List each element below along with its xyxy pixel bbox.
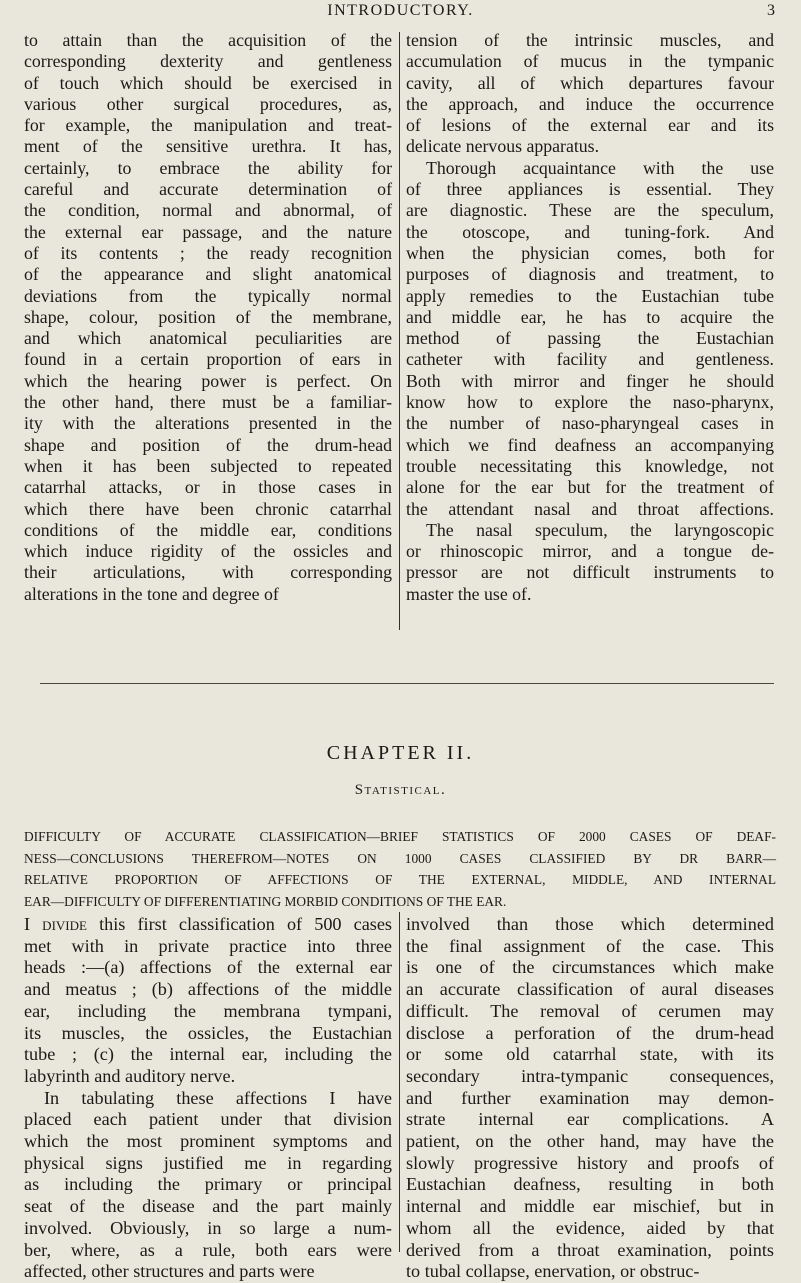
text-line: purposes of diagnosis and treatment, to — [406, 264, 774, 285]
text-line: of lesions of the external ear and its — [406, 115, 774, 136]
text-line: affected, other structures and parts were — [24, 1261, 315, 1282]
text-line: Eustachian deafness, resulting in both — [406, 1174, 774, 1195]
text-line: strate internal ear complications. A — [406, 1109, 774, 1130]
text-line: and meatus ; (b) affections of the middle — [24, 979, 392, 1000]
text-line: Thorough acquaintance with the use — [426, 157, 774, 178]
text-line: met with in private practice into three — [24, 935, 392, 956]
text-line: know how to explore the naso-pharynx, — [406, 392, 774, 413]
bottom-left-column — [24, 914, 392, 1283]
section-rule — [40, 683, 774, 684]
text-line: found in a certain proportion of ears in — [24, 349, 392, 370]
text-line: the external ear passage, and the nature — [24, 221, 392, 242]
text-line: the final assignment of the case. This — [406, 935, 774, 956]
text-line: of touch which should be exercised in — [24, 72, 392, 93]
text-line: to attain than the acquisition of the — [24, 30, 392, 50]
text-line: certainly, to embrace the ability for — [24, 157, 392, 178]
text-line: heads :—(a) affections of the external ear — [24, 957, 392, 978]
text-line: the attendant nasal and throat affections. — [406, 498, 774, 519]
text-line: ity with the alterations presented in the — [24, 413, 392, 434]
text-line: and which anatomical peculiarities are — [24, 328, 392, 349]
text-line: seat of the disease and the part mainly — [24, 1196, 392, 1217]
text-line: the approach, and induce the occurrence — [406, 93, 774, 114]
text-line: slowly progressive history and proofs of — [406, 1152, 774, 1173]
text-line: accumulation of mucus in the tympanic — [406, 51, 774, 72]
text-line: the condition, normal and abnormal, of — [24, 200, 392, 221]
text-line: an accurate classification of aural diseases — [406, 979, 774, 1000]
page-number: 3 — [767, 2, 775, 19]
text-line: derived from a throat examination, points — [406, 1239, 774, 1260]
text-line: are diagnostic. These are the speculum, — [406, 200, 774, 221]
chapter-subheading: Statistical. — [354, 782, 447, 798]
text-line: when the physician comes, both for — [406, 242, 774, 263]
text-line: patient, on the other hand, may have the — [406, 1131, 774, 1152]
column-divider-bottom — [399, 912, 400, 1252]
text-line: ber, where, as a rule, both ears were — [24, 1239, 392, 1260]
text-line: tension of the intrinsic muscles, and — [406, 30, 774, 50]
text-line: when it has been subjected to repeated — [24, 455, 392, 476]
text-line: In tabulating these affections I have — [44, 1087, 392, 1108]
text-line: which there have been chronic catarrhal — [24, 498, 392, 519]
text-line: of its contents ; the ready recognition — [24, 242, 392, 263]
text-line: its muscles, the ossicles, the Eustachian — [24, 1022, 392, 1043]
text-line: involved than those which determined — [406, 914, 774, 934]
opening-words: I divide — [24, 914, 87, 934]
chapter-heading: CHAPTER II. — [326, 742, 475, 764]
column-divider-top — [399, 32, 400, 630]
text-line: placed each patient under that division — [24, 1109, 392, 1130]
text-line: ment of the sensitive urethra. It has, — [24, 136, 392, 157]
text-line: disclose a perforation of the drum-head — [406, 1022, 774, 1043]
text-line: alterations in the tone and degree of — [24, 583, 279, 604]
text-line: or some old catarrhal state, with its — [406, 1044, 774, 1065]
running-head — [0, 0, 801, 30]
text-line: method of passing the Eustachian — [406, 328, 774, 349]
text-line: The nasal speculum, the laryngoscopic — [426, 519, 774, 540]
text-line: which induce rigidity of the ossicles and — [24, 541, 392, 562]
text-line: their articulations, with corresponding — [24, 562, 392, 583]
text-line: careful and accurate determination of — [24, 179, 392, 200]
text-line: and further examination may demon- — [406, 1087, 774, 1108]
text-line: pressor are not difficult instruments to — [406, 562, 774, 583]
text-line: tube ; (c) the internal ear, including the — [24, 1044, 392, 1065]
text-line: which we find deafness an accompanying — [406, 434, 774, 455]
text-line: cavity, all of which departures favour — [406, 72, 774, 93]
running-head-title: INTRODUCTORY. — [327, 2, 474, 19]
text-line: RELATIVE PROPORTION OF AFFECTIONS OF THE EXTERNAL, MIDDLE, AND INTERNAL — [24, 872, 776, 887]
text-line: which the hearing power is perfect. On — [24, 370, 392, 391]
text-line: and middle ear, he has to acquire the — [406, 306, 774, 327]
text-line: various other surgical procedures, as, — [24, 93, 392, 114]
text-line: ear, including the membrana tympani, — [24, 1000, 392, 1021]
text-line: Both with mirror and finger he should — [406, 370, 774, 391]
top-left-column — [24, 30, 392, 605]
text-line: catarrhal attacks, or in those cases in — [24, 477, 392, 498]
text-line: as including the primary or principal — [24, 1174, 392, 1195]
text-line: to tubal collapse, enervation, or obstruc- — [406, 1261, 700, 1282]
text-line: the other hand, there must be a familiar- — [24, 392, 392, 413]
text-line: trouble necessitating this knowledge, not — [406, 455, 774, 476]
text-line: deviations from the typically normal — [24, 285, 392, 306]
text-line: shape and position of the drum-head — [24, 434, 392, 455]
text-line: catheter with facility and gentleness. — [406, 349, 774, 370]
text-line: internal and middle ear mischief, but in — [406, 1196, 774, 1217]
text-line: labyrinth and auditory nerve. — [24, 1065, 236, 1086]
text-line: of the appearance and slight anatomical — [24, 264, 392, 285]
text-line: difficult. The removal of cerumen may — [406, 1000, 774, 1021]
text-line: the number of naso-pharyngeal cases in — [406, 413, 774, 434]
chapter-synopsis — [24, 826, 776, 912]
text-line: corresponding dexterity and gentleness — [24, 51, 392, 72]
text-line: physical signs justified me in regarding — [24, 1152, 392, 1173]
text-line-rest: this first classification of 500 cases — [86, 914, 392, 934]
bottom-right-column — [406, 914, 774, 1283]
text-line: is one of the circumstances which make — [406, 957, 774, 978]
text-line: master the use of. — [406, 583, 532, 604]
text-line: or rhinoscopic mirror, and a tongue de- — [406, 541, 774, 562]
text-line: NESS—CONCLUSIONS THEREFROM—NOTES ON 1000 CASES CLASSIFIED BY DR BARR— — [24, 850, 776, 866]
text-line: involved. Obviously, in so large a num- — [24, 1217, 392, 1238]
text-line: which the most prominent symptoms and — [24, 1131, 392, 1152]
text-line: whom all the evidence, aided by that — [406, 1217, 774, 1238]
text-line: for example, the manipulation and treat- — [24, 115, 392, 136]
text-line: shape, colour, position of the membrane, — [24, 306, 392, 327]
text-line: conditions of the middle ear, conditions — [24, 519, 392, 540]
top-right-column — [406, 30, 774, 605]
text-line: secondary intra-tympanic consequences, — [406, 1065, 774, 1086]
text-line: alone for the ear but for the treatment of — [406, 477, 774, 498]
text-line: apply remedies to the Eustachian tube — [406, 285, 774, 306]
text-line — [24, 914, 392, 936]
text-line: DIFFICULTY OF ACCURATE CLASSIFICATION—BRIEF STATISTICS OF 2000 CASES OF DEAF- — [24, 829, 776, 844]
text-line: delicate nervous apparatus. — [406, 136, 600, 157]
text-line: of three appliances is essential. They — [406, 179, 774, 200]
text-line: EAR—DIFFICULTY OF DIFFERENTIATING MORBID CONDITIONS OF THE EAR. — [24, 893, 507, 909]
text-line: the otoscope, and tuning-fork. And — [406, 221, 774, 242]
